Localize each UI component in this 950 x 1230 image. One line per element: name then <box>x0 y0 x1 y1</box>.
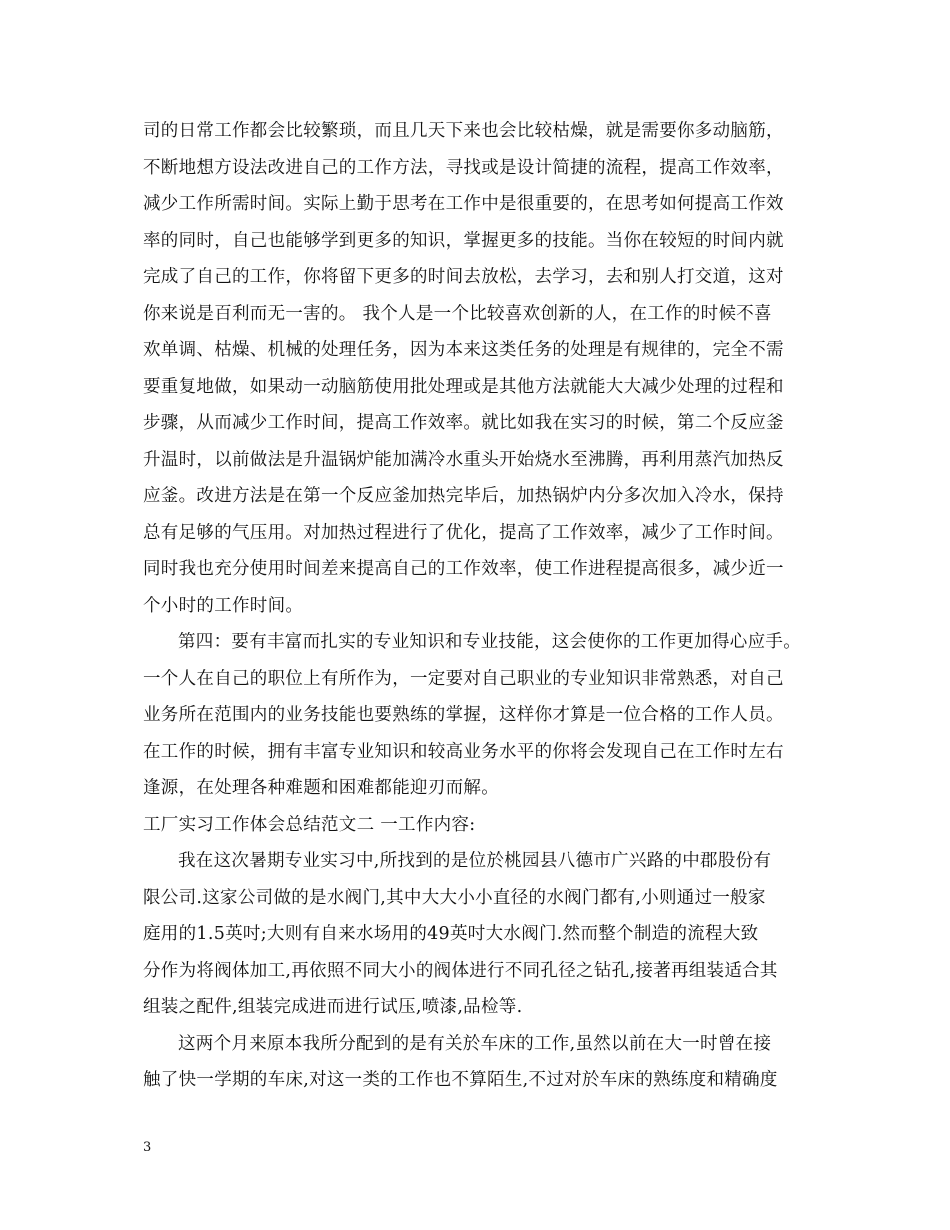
text-line: 率的同时，自己也能够学到更多的知识，掌握更多的技能。当你在较短的时间内就 <box>143 230 784 251</box>
text-line: 减少工作所需时间。实际上勤于思考在工作中是很重要的，在思考如何提高工作效 <box>143 194 784 214</box>
text-line: 我在这次暑期专业实习中,所找到的是位於桃园县八德市广兴路的中郡股份有 <box>178 851 772 871</box>
text-line: 庭用的1.5英吋;大则有自来水场用的49英吋大水阀门.然而整个制造的流程大致 <box>143 924 759 944</box>
text-line: 完成了自己的工作，你将留下更多的时间去放松，去学习，去和别人打交道，这对 <box>143 267 784 287</box>
text-line: 分作为将阀体加工,再依照不同大小的阀体进行不同孔径之钻孔,接著再组装适合其 <box>143 960 778 981</box>
text-line: 升温时，以前做法是升温锅炉能加满冷水重头开始烧水至沸腾，再利用蒸汽加热反 <box>143 449 784 470</box>
text-line: 不断地想方设法改进自己的工作方法，寻找或是设计简捷的流程，提高工作效率， <box>143 157 784 178</box>
text-line: 组装之配件,组装完成进而进行试压,喷漆,品检等. <box>143 997 523 1017</box>
text-line: 欢单调、枯燥、机械的处理任务，因为本来这类任务的处理是有规律的，完全不需 <box>143 340 784 360</box>
text-line: 步骤，从而减少工作时间，提高工作效率。就比如我在实习的时候，第二个反应釜 <box>143 413 784 433</box>
text-line: 在工作的时候，拥有丰富专业知识和较高业务水平的你将会发现自己在工作时左右 <box>143 741 784 762</box>
text-line: 这两个月来原本我所分配到的是有关於车床的工作,虽然以前在大一时曾在接 <box>178 1033 772 1054</box>
text-line: 逢源，在处理各种难题和困难都能迎刃而解。 <box>143 778 499 798</box>
page-number: 3 <box>143 1140 152 1155</box>
text-line: 工厂实习工作体会总结范文二 一工作内容: <box>143 814 476 835</box>
text-line: 限公司.这家公司做的是水阀门,其中大大小小直径的水阀门都有,小则通过一般家 <box>143 887 766 908</box>
text-line: 要重复地做，如果动一动脑筋使用批处理或是其他方法就能大大减少处理的过程和 <box>143 376 784 397</box>
text-line: 司的日常工作都会比较繁琐，而且几天下来也会比较枯燥，就是需要你多动脑筋， <box>143 121 784 141</box>
text-line: 第四：要有丰富而扎实的专业知识和专业技能，这会使你的工作更加得心应手。 <box>178 632 801 652</box>
body-text <box>143 113 833 1099</box>
text-line: 应釜。改进方法是在第一个反应釜加热完毕后，加热锅炉内分多次加入冷水，保持 <box>143 486 784 506</box>
text-line: 个小时的工作时间。 <box>143 595 304 616</box>
text-line: 一个人在自己的职位上有所作为，一定要对自己职业的专业知识非常熟悉，对自己 <box>143 668 784 689</box>
text-line: 业务所在范围内的业务技能也要熟练的掌握，这样你才算是一位合格的工作人员。 <box>143 705 784 725</box>
text-line: 同时我也充分使用时间差来提高自己的工作效率，使工作进程提高很多，减少近一 <box>143 559 784 579</box>
text-line: 你来说是百利而无一害的。 我个人是一个比较喜欢创新的人，在工作的时候不喜 <box>143 303 772 324</box>
text-line: 总有足够的气压用。对加热过程进行了优化，提高了工作效率，减少了工作时间。 <box>143 522 784 543</box>
text-line: 触了快一学期的车床,对这一类的工作也不算陌生,不过对於车床的熟练度和精确度 <box>143 1070 778 1090</box>
